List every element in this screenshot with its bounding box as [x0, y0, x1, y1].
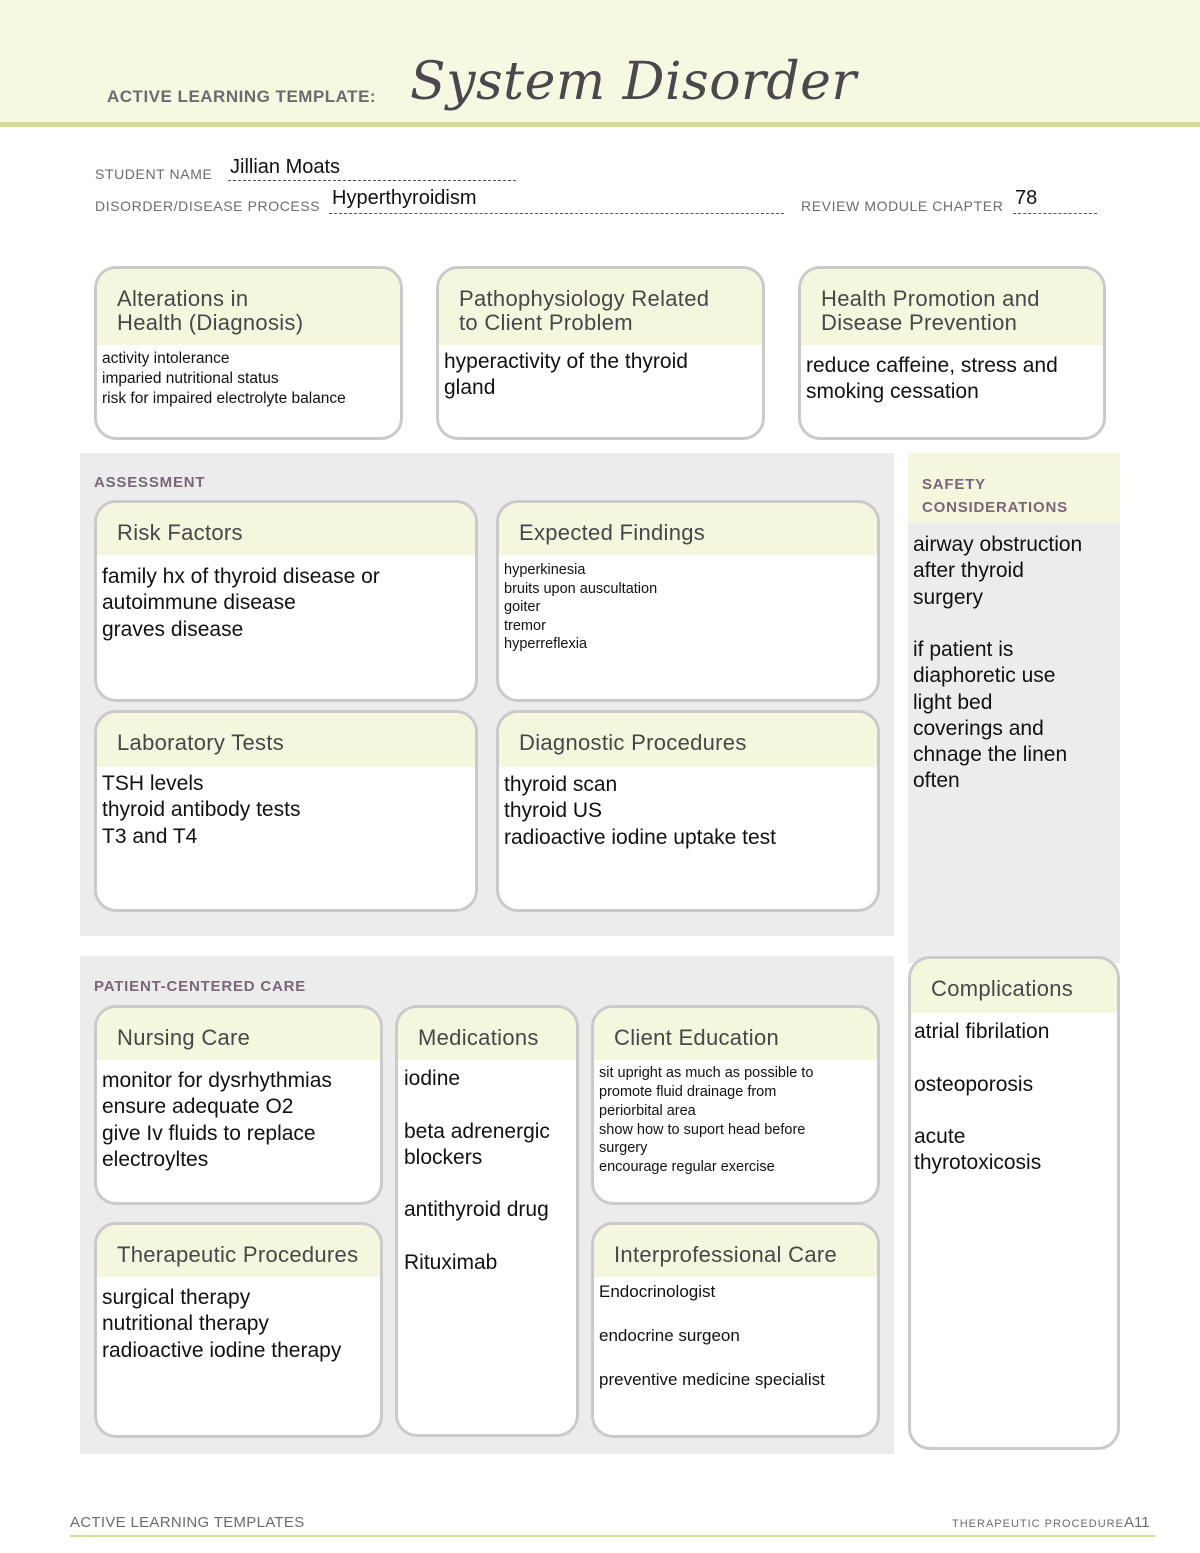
- laboratory-tests-content[interactable]: TSH levels thyroid antibody tests T3 and T4: [102, 772, 301, 848]
- patient-care-title: PATIENT-CENTERED CARE: [94, 978, 307, 995]
- interprofessional-care-box: [591, 1222, 880, 1438]
- nursing-care-title: Nursing Care: [97, 1008, 380, 1060]
- pathophysiology-content[interactable]: hyperactivity of the thyroid gland: [444, 350, 688, 400]
- interprofessional-care-title: Interprofessional Care: [594, 1225, 877, 1277]
- laboratory-tests-box: [94, 710, 478, 912]
- alterations-content[interactable]: activity intolerance imparied nutritional status risk for impaired electrolyte balance: [102, 350, 346, 407]
- assessment-title: ASSESSMENT: [94, 474, 206, 491]
- chapter-line: [1013, 213, 1097, 214]
- medications-box: [395, 1005, 579, 1437]
- disorder-line: [329, 213, 784, 214]
- disorder-label: DISORDER/DISEASE PROCESS: [95, 198, 321, 214]
- client-education-content[interactable]: sit upright as much as possible to promote fluid drainage from periorbital area show how to suport head before surgery encourage regular exercise: [599, 1065, 814, 1176]
- diagnostic-procedures-title: Diagnostic Procedures: [499, 713, 877, 767]
- student-name-line: [228, 180, 516, 181]
- therapeutic-procedures-content[interactable]: surgical therapy nutritional therapy radioactive iodine therapy: [102, 1286, 342, 1362]
- pathophysiology-title: Pathophysiology Related to Client Problem: [439, 269, 762, 345]
- footer-left-label: ACTIVE LEARNING TEMPLATES: [70, 1514, 305, 1531]
- header-divider: [0, 122, 1200, 127]
- health-promotion-title: Health Promotion and Disease Prevention: [801, 269, 1103, 345]
- nursing-care-box: [94, 1005, 383, 1205]
- expected-findings-box: [496, 500, 880, 702]
- medications-content[interactable]: iodine beta adrenergic blockers antithyroid drug Rituximab: [404, 1067, 550, 1274]
- risk-factors-content[interactable]: family hx of thyroid disease or autoimmune disease graves disease: [102, 565, 380, 641]
- laboratory-tests-title: Laboratory Tests: [97, 713, 475, 767]
- therapeutic-procedures-box: [94, 1222, 383, 1438]
- health-promotion-box: [798, 266, 1106, 440]
- expected-findings-content[interactable]: hyperkinesia bruits upon auscultation goiter tremor hyperreflexia: [504, 562, 658, 653]
- student-name-value[interactable]: Jillian Moats: [230, 156, 341, 178]
- student-name-label: STUDENT NAME: [95, 166, 213, 182]
- alterations-box: [94, 266, 403, 440]
- safety-content[interactable]: airway obstruction after thyroid surgery if patient is diaphoretic use light bed coverings and chnage the linen often: [913, 533, 1083, 793]
- medications-title: Medications: [398, 1008, 576, 1060]
- pathophysiology-box: [436, 266, 765, 440]
- therapeutic-procedures-title: Therapeutic Procedures: [97, 1225, 380, 1277]
- safety-title: SAFETY CONSIDERATIONS: [922, 476, 1068, 516]
- risk-factors-title: Risk Factors: [97, 503, 475, 555]
- diagnostic-procedures-box: [496, 710, 880, 912]
- client-education-title: Client Education: [594, 1008, 877, 1060]
- footer-page-number: A11: [1124, 1514, 1150, 1531]
- health-promotion-content[interactable]: reduce caffeine, stress and smoking cessation: [806, 354, 1058, 404]
- complications-content[interactable]: atrial fibrilation osteoporosis acute thyrotoxicosis: [914, 1020, 1050, 1175]
- chapter-value[interactable]: 78: [1015, 187, 1038, 209]
- nursing-care-content[interactable]: monitor for dysrhythmias ensure adequate O2 give Iv fluids to replace electroyltes: [102, 1069, 332, 1171]
- chapter-label: REVIEW MODULE CHAPTER: [801, 198, 1004, 214]
- interprofessional-care-content[interactable]: Endocrinologist endocrine surgeon preventive medicine specialist: [599, 1282, 825, 1389]
- template-label: ACTIVE LEARNING TEMPLATE:: [107, 87, 377, 106]
- risk-factors-box: [94, 500, 478, 702]
- expected-findings-title: Expected Findings: [499, 503, 877, 555]
- template-title: System Disorder: [410, 52, 857, 112]
- disorder-value[interactable]: Hyperthyroidism: [332, 187, 477, 209]
- diagnostic-procedures-content[interactable]: thyroid scan thyroid US radioactive iodine uptake test: [504, 773, 777, 849]
- client-education-box: [591, 1005, 880, 1205]
- footer-right-label: THERAPEUTIC PROCEDURE: [952, 1518, 1124, 1530]
- complications-box: [908, 956, 1120, 1450]
- alterations-title: Alterations in Health (Diagnosis): [97, 269, 400, 345]
- footer-divider: [70, 1535, 1155, 1537]
- complications-title: Complications: [911, 959, 1117, 1013]
